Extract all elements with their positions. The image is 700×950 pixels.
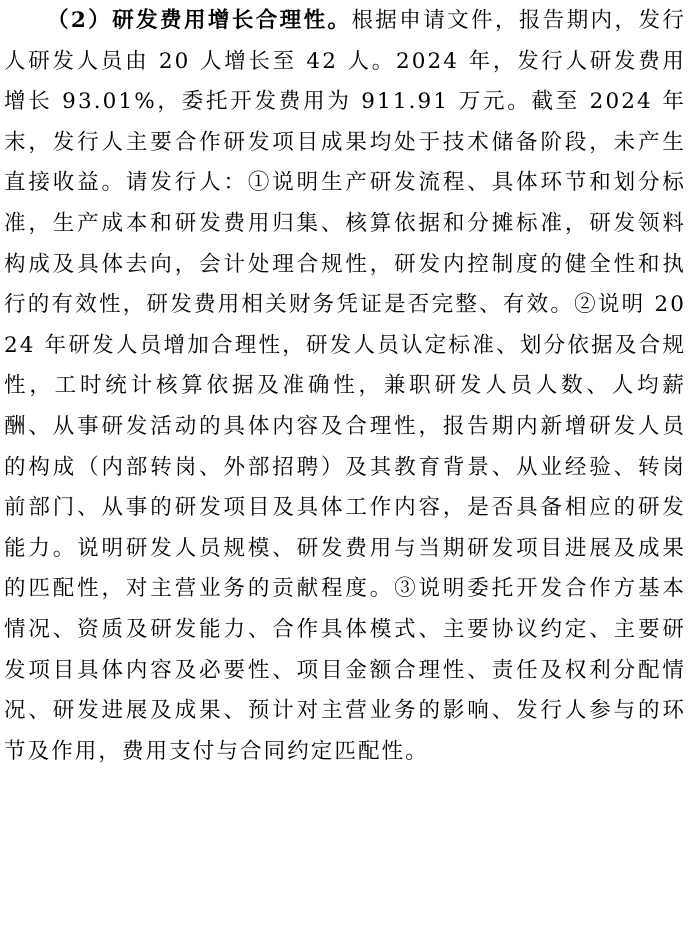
section-heading: （2）研发费用增长合理性。 [47, 8, 352, 33]
paragraph-body-text: 根据申请文件，报告期内，发行人研发人员由 20 人增长至 42 人。2024 年，发行人研发费用增长 93.01%，委托开发费用为 911.91 万元。截至 2024 年末，发行人主要合作研发项目成果均处于技术储备阶段，未产生直接收益。请发行人：①说明生产研发流程、具体环节和划分标准，生产成本和研发费用归集、核算依据和分摊标准，研发领料构成及具体去向，会计处理合规性，研发内控制度的健全性和执行的有效性，研发费用相关财务凭证是否完整、有效。②说明 2024 年研发人员增加合理性，研发人员认定标准、划分依据及合规性，工时统计核算依据及准确性，兼职研发人员人数、人均薪酬、从事研发活动的具体内容及合理性，报告期内新增研发人员的构成（内部转岗、外部招聘）及其教育背景、从业经验、转岗前部门、从事的研发项目及具体工作内容，是否具备相应的研发能力。说明研发人员规模、研发费用与当期研发项目进展及成果的匹配性，对主营业务的贡献程度。③说明委托开发合作方基本情况、资质及研发能力、合作具体模式、主要协议约定、主要研发项目具体内容及必要性、项目金额合理性、责任及权利分配情况、研发进展及成果、预计对主营业务的影响、发行人参与的环节及作用，费用支付与合同约定匹配性。 [4, 8, 687, 764]
paragraph-rd-expense-reasonableness [4, 0, 686, 772]
